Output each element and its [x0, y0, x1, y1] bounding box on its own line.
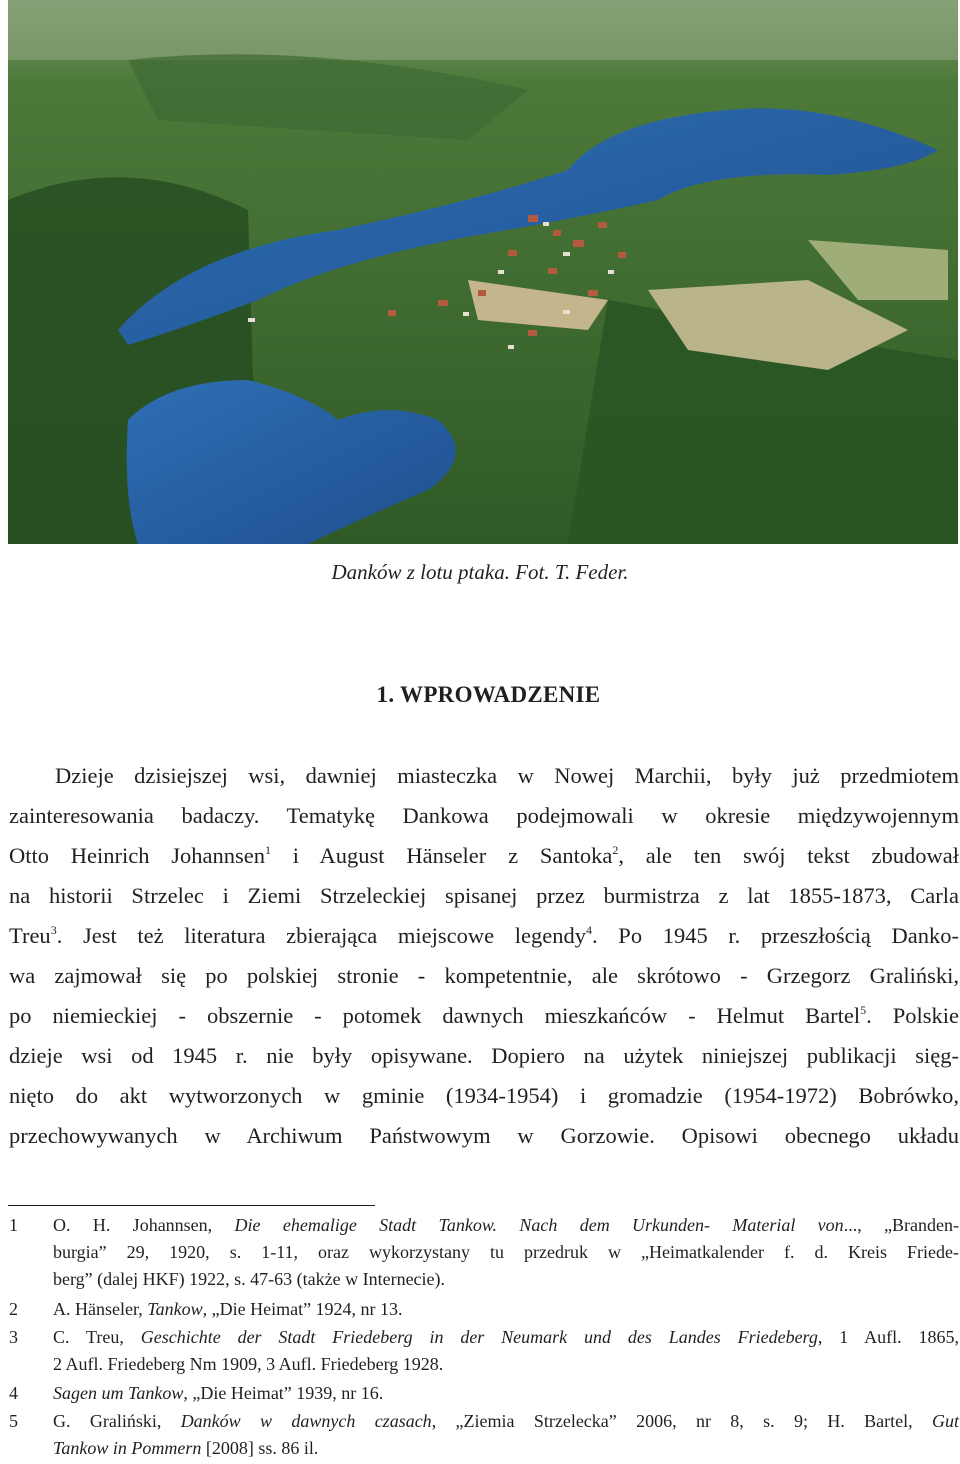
footnote-ref[interactable]: 2 [612, 843, 619, 857]
footnote-ref[interactable]: 1 [265, 843, 271, 857]
body-line: przechowywanych w Archiwum Państwowym w Gorzowie. Opisowi obecnego układu [9, 1123, 959, 1148]
footnote-line: G. Graliński, Danków w dawnych czasach, „Ziemia Strzelecka” 2006, nr 8, s. 9; H. Bartel, Gut [53, 1411, 959, 1431]
footnote-line: Sagen um Tankow, „Die Heimat” 1939, nr 16. [53, 1383, 384, 1403]
footnote-line: 2 Aufl. Friedeberg Nm 1909, 3 Aufl. Friedeberg 1928. [53, 1354, 444, 1374]
body-line: Treu$^3$. Jest też literatura zbierająca miejscowe legendy$^4$. Po 1945 r. przeszłością Danko- [9, 923, 959, 948]
body-line: po niemieckiej - obszernie - potomek dawnych mieszkańców - Helmut Bartel$^5$. Polskie [9, 1003, 959, 1028]
footnote-line: O. H. Johannsen, Die ehemalige Stadt Tankow. Nach dem Urkunden- Material von..., „Branden- [53, 1215, 959, 1235]
footnote-separator [8, 1205, 375, 1206]
photo-caption: Danków z lotu ptaka. Fot. T. Feder. [331, 560, 629, 584]
footnote-ref[interactable]: 4 [586, 923, 593, 937]
footnote-line: berg” (dalej HKF) 1922, s. 47-63 (także w Internecie). [53, 1269, 446, 1289]
body-line: wa zajmował się po polskiej stronie - kompetentnie, ale skrótowo - Grzegorz Graliński, [9, 963, 959, 988]
body-line: nięto do akt wytworzonych w gminie (1934-1954) i gromadzie (1954-1972) Bobrówko, [9, 1083, 959, 1108]
footnote-line: C. Treu, Geschichte der Stadt Friedeberg in der Neumark und des Landes Friedeberg, 1 Aufl. 1865, [53, 1327, 959, 1347]
footnote-ref[interactable]: 5 [860, 1003, 867, 1017]
section-heading: 1. WPROWADZENIE [376, 682, 601, 707]
footnote-number: 1 [9, 1215, 18, 1235]
footnote-number: 4 [9, 1383, 18, 1403]
aerial-photo [8, 0, 958, 544]
footnote-number: 5 [9, 1411, 18, 1431]
footnote-line: A. Hänseler, Tankow, „Die Heimat” 1924, nr 13. [53, 1299, 403, 1319]
body-line: Otto Heinrich Johannsen$^1$ i August Hänseler z Santoka$^2$, ale ten swój tekst zbudował [9, 843, 959, 868]
footnote-line: burgia” 29, 1920, s. 1-11, oraz wykorzystany tu przedruk w „Heimatkalender f. d. Kreis Friede- [53, 1242, 959, 1262]
body-line: dzieje wsi od 1945 r. nie były opisywane. Dopiero na użytek niniejszej publikacji sięg- [9, 1043, 959, 1068]
body-line: na historii Strzelec i Ziemi Strzeleckiej spisanej przez burmistrza z lat 1855-1873, Carla [9, 883, 959, 908]
body-line: Dzieje dzisiejszej wsi, dawniej miasteczka w Nowej Marchii, były już przedmiotem [55, 763, 959, 788]
body-line: zainteresowania badaczy. Tematykę Dankowa podejmowali w okresie międzywojennym [9, 803, 959, 828]
footnote-line: Tankow in Pommern [2008] ss. 86 il. [53, 1438, 319, 1458]
footnote-number: 3 [9, 1327, 18, 1347]
footnote-ref[interactable]: 3 [50, 923, 57, 937]
footnote-number: 2 [9, 1299, 18, 1319]
